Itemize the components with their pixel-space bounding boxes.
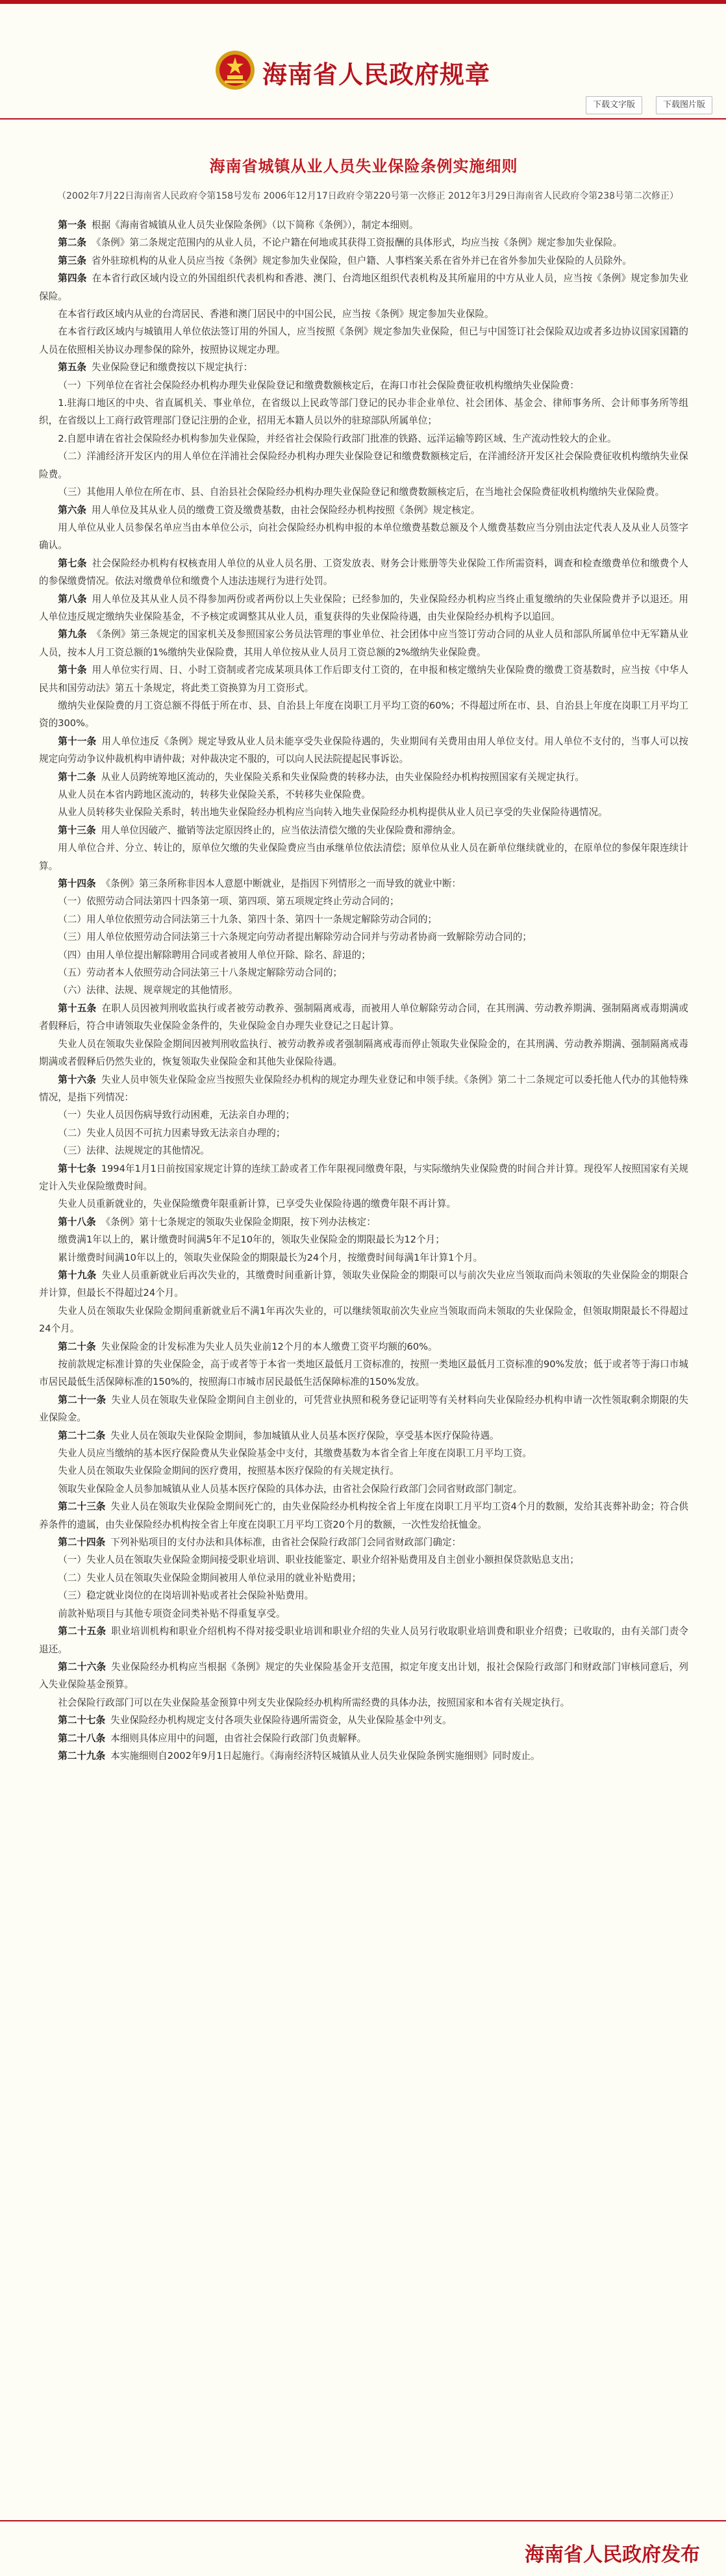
article-sub-paragraph xyxy=(39,1551,688,1569)
article-text: 用人单位及其从业人员的缴费工资及缴费基数，由社会保险经办机构按照《条例》规定核定。 xyxy=(91,504,481,516)
article-sub-paragraph xyxy=(39,839,688,875)
article-paragraph xyxy=(39,501,688,519)
article-text: 失业人员在领取失业保险金期间，参加城镇从业人员基本医疗保险，享受基本医疗保险待遇。 xyxy=(110,1430,499,1441)
footer-publisher: 海南省人民政府发布 xyxy=(525,2544,700,2566)
article-sub-paragraph xyxy=(39,1195,688,1213)
article-sub-paragraph xyxy=(39,1142,688,1159)
article-sub-paragraph xyxy=(39,964,688,981)
article-text: 《条例》第二条规定范围内的从业人员，不论户籍在何地或其获得工资报酬的具体形式，均应当按《条例》规定参加失业保险。 xyxy=(91,237,623,249)
article-text: 失业保险登记和缴费按以下规定执行： xyxy=(91,362,253,373)
article-text: 领取失业保险金人员参加城镇从业人员基本医疗保险的具体办法，由省社会保险行政部门会同省财政部门制定。 xyxy=(58,1483,523,1495)
national-emblem-icon xyxy=(214,49,256,91)
article-paragraph xyxy=(39,1534,688,1551)
site-title: 海南省人民政府规章 xyxy=(262,60,491,89)
article-text: 在本省行政区域内设立的外国组织代表机构和香港、澳门、台湾地区组织代表机构及其所雇用的中方从业人员，应当按《条例》规定参加失业保险。 xyxy=(39,273,688,302)
article-paragraph xyxy=(39,625,688,661)
article-text: 在本省行政区域内与城镇用人单位依法签订用的外国人，应当按照《条例》规定参加失业保险，但已与中国签订社会保险双边或者多边协议国家国籍的人员在依照相关协议办理参保的除外，按照协议规定办理。 xyxy=(39,326,688,355)
article-paragraph xyxy=(39,1338,688,1356)
article-paragraph xyxy=(39,1747,688,1765)
article-text: 用人单位实行周、日、小时工资制或者完成某项具体工作后即支付工资的，在申报和核定缴纳失业保险费的缴费工资基数时，应当按《中华人民共和国劳动法》第五十条规定，将此类工资换算为月工资形式。 xyxy=(39,664,688,694)
article-text: （三）稳定就业岗位的在岗培训补贴或者社会保险补贴费用。 xyxy=(58,1590,314,1602)
article-number: 第十四条 xyxy=(58,878,96,890)
article-text: 累计缴费时间满10年以上的，领取失业保险金的期限最长为24个月，按缴费时间每满1年计算1个月。 xyxy=(58,1252,483,1263)
article-text: 根据《海南省城镇从业人员失业保险条例》（以下简称《条例》），制定本细则。 xyxy=(91,220,419,231)
article-text: （三）用人单位依照劳动合同法第三十六条规定向劳动者提出解除劳动合同并与劳动者协商一致解除劳动合同的； xyxy=(58,931,532,943)
article-number: 第二十二条 xyxy=(58,1430,106,1441)
article-text: （三）其他用人单位在所在市、县、自治县社会保险经办机构办理失业保险登记和缴费数额核定后，在当地社会保险费征收机构缴纳失业保险费。 xyxy=(58,486,665,498)
article-text: （一）依照劳动合同法第四十四条第一项、第四项、第五项规定终止劳动合同的； xyxy=(58,896,399,907)
article-sub-paragraph xyxy=(39,483,688,501)
article-number: 第十八条 xyxy=(58,1216,96,1228)
article-text: （二）失业人员在领取失业保险金期间被用人单位录用的就业补贴费用； xyxy=(58,1572,362,1584)
article-text: 省外驻琼机构的从业人员应当按《条例》规定参加失业保险，但户籍、人事档案关系在省外并已在省外参加失业保险的人员除外。 xyxy=(91,255,632,266)
article-paragraph xyxy=(39,822,688,839)
article-number: 第二十八条 xyxy=(58,1732,106,1744)
article-paragraph xyxy=(39,1730,688,1747)
article-number: 第十七条 xyxy=(58,1163,96,1174)
article-number: 第二十四条 xyxy=(58,1537,106,1548)
article-number: 第一条 xyxy=(58,220,86,231)
article-number: 第十九条 xyxy=(58,1269,97,1281)
article-text: 社会保险行政部门可以在失业保险基金预算中列支失业保险经办机构所需经费的具体办法，按照国家和本省有关规定执行。 xyxy=(58,1697,570,1708)
article-text: 用人单位合并、分立、转让的，原单位欠缴的失业保险费应当由承继单位依法清偿；原单位从业人员在新单位继续就业的，在原单位的参保年限连续计算。 xyxy=(39,842,688,872)
article-text: （三）法律、法规规定的其他情况。 xyxy=(58,1145,210,1157)
article-number: 第五条 xyxy=(58,362,86,373)
article-text: 失业人员在领取失业保险金期间重新就业后不满1年再次失业的，可以继续领取前次失业应当领取而尚未领取的失业保险金，但领取期限最长不得超过24个月。 xyxy=(39,1305,688,1335)
article-text: （一）下列单位在省社会保险经办机构办理失业保险登记和缴费数额核定后，在海口市社会保险费征收机构缴纳失业保险费： xyxy=(58,379,579,391)
article-sub-paragraph xyxy=(39,1569,688,1587)
article-text: 前款补贴项目与其他专项资金同类补贴不得重复享受。 xyxy=(58,1608,286,1619)
article-number: 第二十一条 xyxy=(58,1394,106,1406)
article-text: （六）法律、法规、规章规定的其他情形。 xyxy=(58,985,238,996)
article-sub-paragraph xyxy=(39,1356,688,1391)
article-paragraph xyxy=(39,555,688,590)
article-sub-paragraph xyxy=(39,430,688,448)
article-sub-paragraph xyxy=(39,1302,688,1338)
article-number: 第十条 xyxy=(58,664,87,676)
article-paragraph xyxy=(39,1267,688,1302)
article-number: 第二十九条 xyxy=(58,1750,106,1762)
article-text: 失业保险金的计发标准为失业人员失业前12个月的本人缴费工资平均额的60%。 xyxy=(101,1341,438,1352)
article-sub-paragraph xyxy=(39,448,688,483)
article-paragraph xyxy=(39,1213,688,1231)
article-text: 在职人员因被判刑收监执行或者被劳动教养、强制隔离戒毒，而被用人单位解除劳动合同，在其刑满、劳动教养期满、强制隔离戒毒期满或者假释后，符合申请领取失业保险金条件的，失业保险金自办理失业登记之日起计算。 xyxy=(39,1002,688,1032)
article-sub-paragraph xyxy=(39,911,688,928)
article-sub-paragraph xyxy=(39,1124,688,1142)
article-text: 失业人员申领失业保险金应当按照失业保险经办机构的规定办理失业登记和申领手续。《条例》第二十二条规定可以委托他人代办的其他特殊情况，是指下列情况： xyxy=(39,1074,688,1103)
article-paragraph xyxy=(39,875,688,892)
article-sub-paragraph xyxy=(39,1587,688,1604)
article-paragraph xyxy=(39,1658,688,1694)
article-text: 在本省行政区域内从业的台湾居民、香港和澳门居民中的中国公民，应当按《条例》规定参加失业保险。 xyxy=(58,309,494,320)
article-paragraph xyxy=(39,1160,688,1196)
article-paragraph xyxy=(39,661,688,697)
article-paragraph xyxy=(39,733,688,768)
article-text: 失业人员在领取失业保险金期间自主创业的，可凭营业执照和税务登记证明等有关材料向失业保险经办机构申请一次性领取剩余期限的失业保险金。 xyxy=(39,1394,688,1424)
article-sub-paragraph xyxy=(39,1480,688,1498)
article-text: 2.自愿申请在省社会保险经办机构参加失业保险，并经省社会保险行政部门批准的铁路、远洋运输等跨区域、生产流动性较大的企业。 xyxy=(58,433,617,444)
article-text: （一）失业人员因伤病导致行动困难，无法亲自办理的； xyxy=(58,1109,295,1121)
article-text: 职业培训机构和职业介绍机构不得对接受职业培训和职业介绍的失业人员另行收取职业培训费和职业介绍费；已收取的，由有关部门责令退还。 xyxy=(39,1626,688,1655)
download-text-button[interactable]: 下载文字版 xyxy=(586,96,642,114)
article-text: 缴纳失业保险费的月工资总额不得低于所在市、县、自治县上年度在岗职工月平均工资的60%；不得超过所在市、县、自治县上年度在岗职工月平均工资的300%。 xyxy=(39,700,688,729)
article-sub-paragraph xyxy=(39,1249,688,1267)
document-revision-note: （2002年7月22日海南省人民政府令第158号发布 2006年12月17日政府令第220号第一次修正 2012年3月29日海南省人民政府令第238号第二次修正） xyxy=(57,191,679,201)
article-text: 失业人员在领取失业保险金期间死亡的，由失业保险经办机构按全省上年度在岗职工月平均工资4个月的数额，发给其丧葬补助金；符合供养条件的遗属，由失业保险经办机构按全省上年度在岗职工月平均工资20个月的数额，一次性发给抚恤金。 xyxy=(39,1501,688,1530)
article-sub-paragraph xyxy=(39,305,688,323)
article-text: （二）洋浦经济开发区内的用人单位在洋浦社会保险经办机构办理失业保险登记和缴费数额核定后，在洋浦经济开发区社会保险费征收机构缴纳失业保险费。 xyxy=(39,451,688,480)
header-divider xyxy=(0,118,726,120)
article-text: 失业人员重新就业后再次失业的，其缴费时间重新计算，领取失业保险金的期限可以与前次失业应当领取而尚未领取的失业保险金的期限合并计算，但最长不得超过24个月。 xyxy=(39,1269,688,1299)
article-text: 失业人员在领取失业保险金期间的医疗费用，按照基本医疗保险的有关规定执行。 xyxy=(58,1465,399,1477)
article-sub-paragraph xyxy=(39,1106,688,1124)
article-text: 下列补贴项目的支付办法和具体标准，由省社会保险行政部门会同省财政部门确定： xyxy=(110,1537,462,1548)
article-number: 第八条 xyxy=(58,593,87,605)
article-sub-paragraph xyxy=(39,981,688,999)
article-number: 第二十六条 xyxy=(58,1661,106,1673)
article-text: （一）失业人员在领取失业保险金期间接受职业培训、职业技能鉴定、职业介绍补贴费用及自主创业小额担保贷款贴息支出； xyxy=(58,1554,579,1566)
article-text: 本细则具体应用中的问题，由省社会保险行政部门负责解释。 xyxy=(110,1732,367,1744)
article-sub-paragraph xyxy=(39,519,688,555)
footer-divider xyxy=(0,2520,726,2521)
article-paragraph xyxy=(39,1071,688,1107)
article-sub-paragraph xyxy=(39,928,688,946)
article-number: 第三条 xyxy=(58,255,86,266)
article-text: 1994年1月1日前按国家规定计算的连续工龄或者工作年限视同缴费年限，与实际缴纳失业保险费的时间合并计算。现役军人按照国家有关规定计入失业保险缴费时间。 xyxy=(39,1163,688,1192)
article-text: 失业人员应当缴纳的基本医疗保险费从失业保险基金中支付，其缴费基数为本省全省上年度在岗职工月平均工资。 xyxy=(58,1448,532,1459)
article-paragraph xyxy=(39,1498,688,1534)
article-text: 失业保险经办机构规定支付各项失业保险待遇所需资金，从失业保险基金中列支。 xyxy=(110,1715,452,1726)
article-paragraph xyxy=(39,768,688,786)
article-number: 第十三条 xyxy=(58,824,96,836)
article-paragraph xyxy=(39,252,688,270)
article-sub-paragraph xyxy=(39,1035,688,1071)
article-paragraph xyxy=(39,1427,688,1445)
article-paragraph xyxy=(39,1391,688,1427)
article-sub-paragraph xyxy=(39,892,688,910)
article-paragraph xyxy=(39,1623,688,1658)
article-number: 第十一条 xyxy=(58,735,97,747)
article-sub-paragraph xyxy=(39,377,688,394)
article-paragraph xyxy=(39,1000,688,1035)
article-sub-paragraph xyxy=(39,394,688,430)
article-number: 第四条 xyxy=(58,273,87,284)
article-paragraph xyxy=(39,234,688,251)
article-sub-paragraph xyxy=(39,1462,688,1480)
page-header xyxy=(0,4,726,113)
article-text: 失业保险经办机构应当根据《条例》规定的失业保险基金开支范围，拟定年度支出计划，报社会保险行政部门和财政部门审核同意后，列入失业保险基金预算。 xyxy=(39,1661,688,1691)
article-number: 第二条 xyxy=(58,237,86,249)
article-text: 本实施细则自2002年9月1日起施行。《海南经济特区城镇从业人员失业保险条例实施细则》同时废止。 xyxy=(110,1750,540,1762)
article-text: 从业人员在本省内跨地区流动的，转移失业保险关系，不转移失业保险费。 xyxy=(58,789,371,800)
article-number: 第二十五条 xyxy=(58,1626,106,1637)
article-text: 1.驻海口地区的中央、省直属机关、事业单位，在省级以上民政等部门登记的民办非企业单位、社会团体、基金会、律师事务所、会计师事务所等组织，在省级以上工商行政管理部门登记注册的企业，招用无本籍人员以外的驻琼部队所属单位； xyxy=(39,398,688,427)
article-text: 失业人员在领取失业保险金期间因被判刑收监执行、被劳动教养或者强制隔离戒毒而停止领取失业保险金的，在其刑满、劳动教养期满、强制隔离戒毒期满或者假释后仍然失业的，恢复领取失业保险金和其他失业保险待遇。 xyxy=(39,1038,688,1068)
article-number: 第六条 xyxy=(58,504,86,516)
article-paragraph xyxy=(39,590,688,626)
article-text: （四）由用人单位提出解除聘用合同或者被用人单位开除、除名、辞退的； xyxy=(58,949,371,961)
article-number: 第十六条 xyxy=(58,1074,96,1085)
article-sub-paragraph xyxy=(39,946,688,964)
article-number: 第二十七条 xyxy=(58,1715,106,1726)
article-text: 按前款规定标准计算的失业保险金，高于或者等于本省一类地区最低月工资标准的，按照一类地区最低月工资标准的90%发放；低于或者等于海口市城市居民最低生活保障标准的150%的，按照海口市城市居民最低生活保障标准的150%发放。 xyxy=(39,1359,688,1388)
article-sub-paragraph xyxy=(39,1605,688,1623)
article-paragraph xyxy=(39,359,688,376)
article-number: 第十二条 xyxy=(58,771,96,783)
article-text: 用人单位从业人员参保名单应当由本单位公示，向社会保险经办机构申报的本单位缴费基数总额及个人缴费基数应当分别由法定代表人及从业人员签字确认。 xyxy=(39,522,688,551)
article-text: 社会保险经办机构有权核查用人单位的从业人员名册、工资发放表、财务会计账册等失业保险工作所需资料，调查和检查缴费单位和缴费个人的参保缴费情况。依法对缴费单位和缴费个人违法违规行为进行处罚。 xyxy=(39,557,688,587)
article-text: （二）用人单位依照劳动合同法第三十九条、第四十条、第四十一条规定解除劳动合同的； xyxy=(58,913,437,925)
article-text: 从业人员转移失业保险关系时，转出地失业保险经办机构应当向转入地失业保险经办机构提供从业人员已享受的失业保险待遇情况。 xyxy=(58,807,608,818)
article-sub-paragraph xyxy=(39,323,688,359)
article-paragraph xyxy=(39,270,688,305)
article-text: 失业人员重新就业的，失业保险缴费年限重新计算，已享受失业保险待遇的缴费年限不再计算。 xyxy=(58,1198,457,1210)
article-sub-paragraph xyxy=(39,803,688,821)
article-number: 第二十条 xyxy=(58,1341,96,1352)
article-text: 用人单位因破产、撤销等法定原因终止的，应当依法清偿欠缴的失业保险费和滞纳金。 xyxy=(101,824,462,836)
article-paragraph xyxy=(39,1711,688,1729)
article-sub-paragraph xyxy=(39,1231,688,1248)
document-title: 海南省城镇从业人员失业保险条例实施细则 xyxy=(209,157,518,175)
article-paragraph xyxy=(39,216,688,234)
article-number: 第二十三条 xyxy=(58,1501,106,1513)
article-sub-paragraph xyxy=(39,786,688,803)
document-body xyxy=(39,153,688,1765)
article-text: （二）失业人员因不可抗力因素导致无法亲自办理的； xyxy=(58,1127,286,1139)
download-image-button[interactable]: 下载图片版 xyxy=(656,96,712,114)
article-sub-paragraph xyxy=(39,1694,688,1711)
article-text: 从业人员跨统筹地区流动的，失业保险关系和失业保险费的转移办法，由失业保险经办机构按照国家有关规定执行。 xyxy=(101,771,584,783)
article-text: 用人单位违反《条例》规定导致从业人员未能享受失业保险待遇的，失业期间有关费用由用人单位支付。用人单位不支付的，当事人可以按规定向劳动争议仲裁机构申请仲裁；对仲裁决定不服的，可以向人民法院提起民事诉讼。 xyxy=(39,735,688,765)
article-number: 第十五条 xyxy=(58,1002,97,1014)
article-number: 第七条 xyxy=(58,557,87,569)
article-text: 《条例》第三条所称非因本人意愿中断就业，是指因下列情形之一而导致的就业中断： xyxy=(101,878,462,890)
article-text: 缴费满1年以上的，累计缴费时间满5年不足10年的，领取失业保险金的期限最长为12个月； xyxy=(58,1234,445,1246)
article-number: 第九条 xyxy=(58,629,87,640)
article-text: 用人单位及其从业人员不得参加两份或者两份以上失业保险；已经参加的，失业保险经办机构应当终止重复缴纳的失业保险费并予以退还。用人单位违反规定缴纳失业保险基金，不予核定或调整其从业人员，重复获得的失业保险待遇，由失业保险经办机构予以追回。 xyxy=(39,593,688,622)
article-text: （五）劳动者本人依照劳动合同法第三十八条规定解除劳动合同的； xyxy=(58,967,343,979)
article-sub-paragraph xyxy=(39,697,688,733)
article-text: 《条例》第三条规定的国家机关及参照国家公务员法管理的事业单位、社会团体中应当签订劳动合同的从业人员和部队所属单位中无军籍从业人员，按本人月工资总额的1%缴纳失业保险费，其用人单位按从业人员月工资总额的2%缴纳失业保险费。 xyxy=(39,629,688,658)
article-text: 《条例》第十七条规定的领取失业保险金期限，按下列办法核定： xyxy=(101,1216,376,1228)
article-sub-paragraph xyxy=(39,1445,688,1462)
article-list xyxy=(39,216,688,1765)
